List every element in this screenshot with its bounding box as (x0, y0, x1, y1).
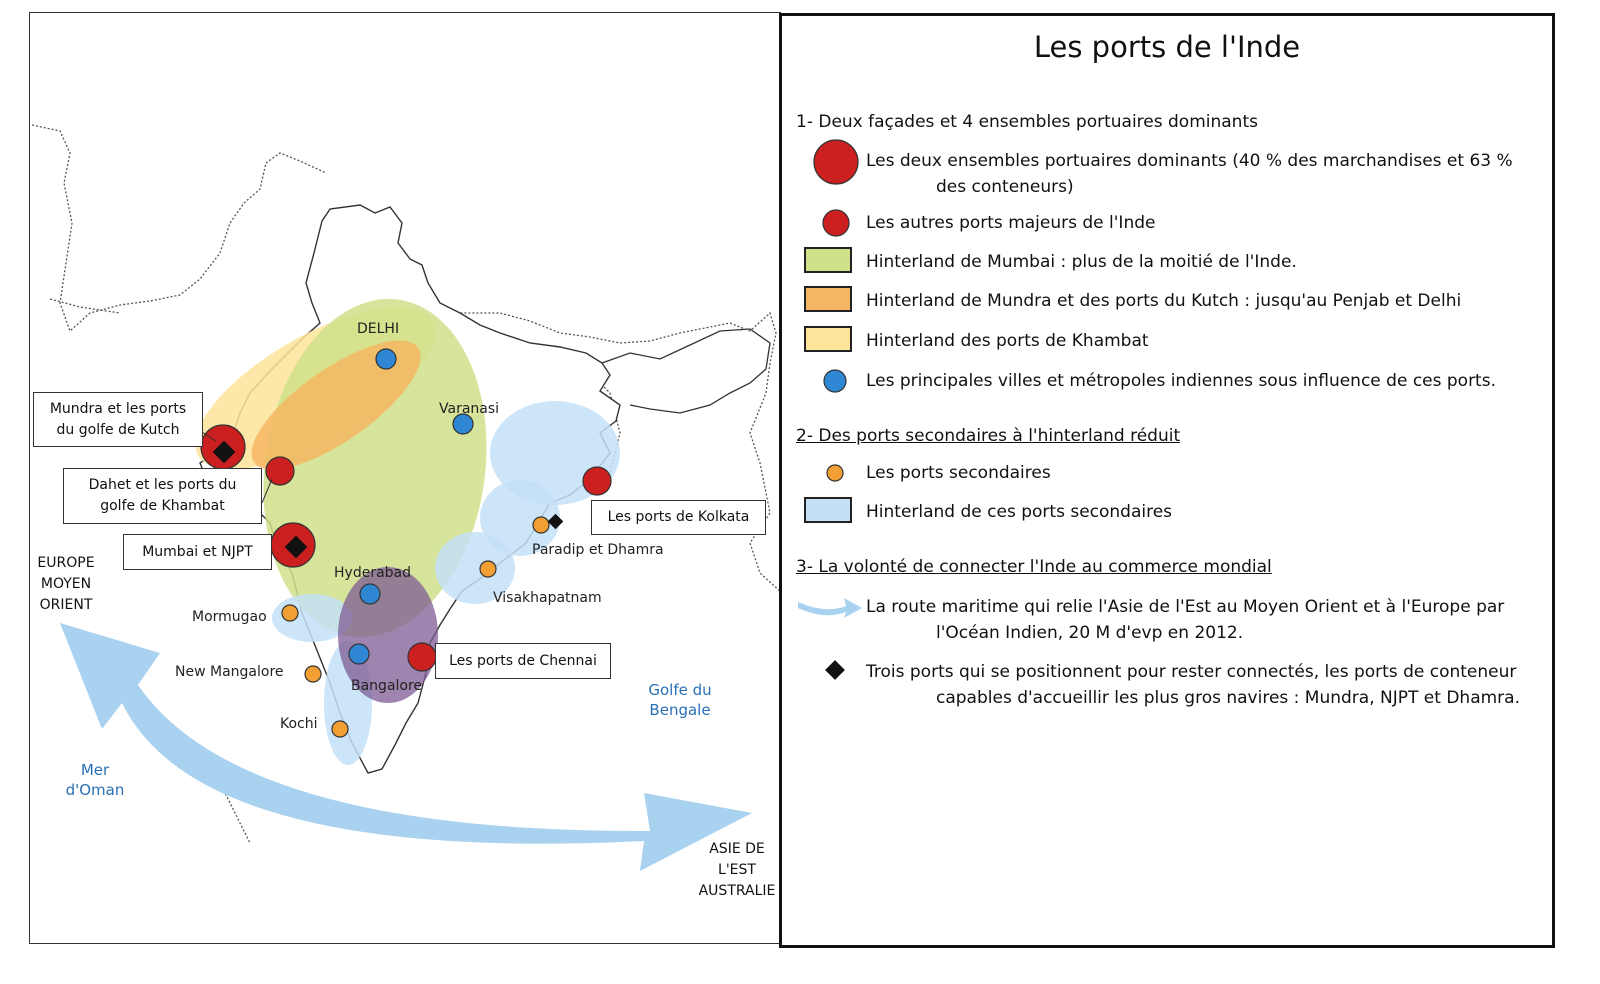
label-visakhapatnam: Visakhapatnam (493, 590, 602, 606)
city-varanasi (453, 414, 473, 434)
golfe-line2: Bengale (649, 701, 711, 719)
legend-item-major-ports (796, 206, 1542, 238)
label-bangalore: Bangalore (351, 678, 423, 694)
europe-line1: EUROPE (37, 555, 95, 571)
legend-route-line2: l'Océan Indien, 20 M d'evp en 2012. (936, 623, 1244, 643)
port-chennai (408, 643, 436, 671)
legend-item-hinterland-kutch (796, 286, 1542, 316)
box-mundra-line1: Mundra et les ports (49, 400, 187, 417)
lightblue-swatch-icon (804, 497, 852, 523)
legend-item-hinterland-mumbai (796, 247, 1542, 277)
label-varanasi: Varanasi (439, 401, 500, 417)
section3-title: 3- La volonté de connecter l'Inde au commerce mondial (796, 557, 1272, 577)
city-delhi (376, 349, 396, 369)
label-paradip: Paradip et Dhamra (532, 542, 664, 558)
asie-line1: ASIE DE (709, 841, 765, 857)
box-dahet-line1: Dahet et les ports du (88, 477, 237, 493)
legend-text-container (866, 659, 1520, 711)
label-hyderabad: Hyderabad (334, 565, 411, 581)
legend-text-cities: Les principales villes et métropoles indiennes sous influence de ces ports. (866, 371, 1496, 391)
box-dahet-line2: golfe de Khambat (100, 498, 225, 514)
legend-title: Les ports de l'Inde (1033, 30, 1301, 64)
box-mundra-line2: du golfe de Kutch (56, 421, 180, 438)
mer-line1: Mer (80, 761, 110, 779)
green-swatch-icon (804, 247, 852, 273)
label-new-mangalore: New Mangalore (175, 664, 284, 680)
section2-title: 2- Des ports secondaires à l'hinterland réduit (796, 426, 1181, 446)
mer-line2: d'Oman (65, 781, 125, 799)
large-red-circle-icon (812, 138, 860, 186)
label-delhi: DELHI (357, 321, 400, 337)
port-kolkata (583, 467, 611, 495)
golfe-line1: Golfe du (648, 681, 712, 699)
box-label-chennai: Les ports de Chennai (435, 643, 611, 679)
orange-circle-icon (825, 463, 845, 483)
legend-text-route (866, 594, 1504, 646)
legend-item-secondary-ports (796, 460, 1542, 488)
legend-text-dominant (866, 148, 1513, 200)
map-panel (29, 12, 781, 944)
orange-swatch-icon (804, 286, 852, 312)
europe-line2: MOYEN (40, 576, 92, 592)
legend-item-hinterland-khambat (796, 326, 1542, 356)
legend-container-line1: Trois ports qui se positionnent pour rester connectés, les ports de conteneur (866, 662, 1517, 682)
legend-dominant-line1: Les deux ensembles portuaires dominants (40 % des marchandises et 63 % (866, 151, 1513, 171)
legend-item-dominant-ports (796, 138, 1542, 197)
legend-text-secondary-ports: Les ports secondaires (866, 463, 1051, 483)
legend-text-hinterland-khambat: Hinterland des ports de Khambat (866, 331, 1149, 351)
red-circle-icon (821, 208, 851, 238)
asie-line3: AUSTRALIE (698, 883, 776, 899)
europe-line3: ORIENT (39, 597, 93, 613)
port-new-mangalore (305, 666, 321, 682)
section1-title: 1- Deux façades et 4 ensembles portuaires dominants (796, 112, 1258, 132)
legend-item-container-ports (796, 657, 1542, 713)
asie-line2: L'EST (718, 862, 756, 878)
legend-route-line1: La route maritime qui relie l'Asie de l'Est au Moyen Orient et à l'Europe par (866, 597, 1505, 617)
black-diamond-icon (822, 657, 848, 683)
label-mormugao: Mormugao (192, 609, 267, 625)
city-hyderabad (360, 584, 380, 604)
label-golfe-bengale (642, 680, 718, 720)
legend-dominant-line2: des conteneurs) (936, 177, 1074, 197)
legend-panel (779, 13, 1555, 948)
port-kochi (332, 721, 348, 737)
legend-item-cities (796, 366, 1542, 396)
label-mer-oman (60, 760, 130, 800)
port-khambat (266, 457, 294, 485)
box-label-mumbai: Mumbai et NJPT (123, 534, 272, 570)
label-kochi: Kochi (280, 716, 318, 732)
legend-text-major: Les autres ports majeurs de l'Inde (866, 213, 1156, 233)
east-region-outline (602, 329, 770, 413)
city-bangalore (349, 644, 369, 664)
box-label-mundra (33, 392, 203, 447)
box-label-kolkata: Les ports de Kolkata (591, 500, 766, 535)
route-arrow-icon (796, 594, 864, 620)
legend-text-hinterland-kutch: Hinterland de Mundra et des ports du Kutch : jusqu'au Penjab et Delhi (866, 291, 1462, 311)
legend-item-hinterland-secondary (796, 497, 1542, 527)
legend-text-hinterland-mumbai: Hinterland de Mumbai : plus de la moitié de l'Inde. (866, 252, 1297, 272)
box-label-dahet (63, 468, 262, 524)
legend-container-line2: capables d'accueillir les plus gros navires : Mundra, NJPT et Dhamra. (936, 688, 1520, 708)
legend-text-hinterland-secondary: Hinterland de ces ports secondaires (866, 502, 1173, 522)
legend-item-maritime-route (796, 592, 1542, 648)
label-asie-australie (694, 839, 780, 902)
port-paradip (533, 517, 549, 533)
label-europe-moyen-orient (32, 553, 100, 616)
blue-circle-icon (822, 368, 848, 394)
yellow-swatch-icon (804, 326, 852, 352)
port-mormugao (282, 605, 298, 621)
port-visakhapatnam (480, 561, 496, 577)
